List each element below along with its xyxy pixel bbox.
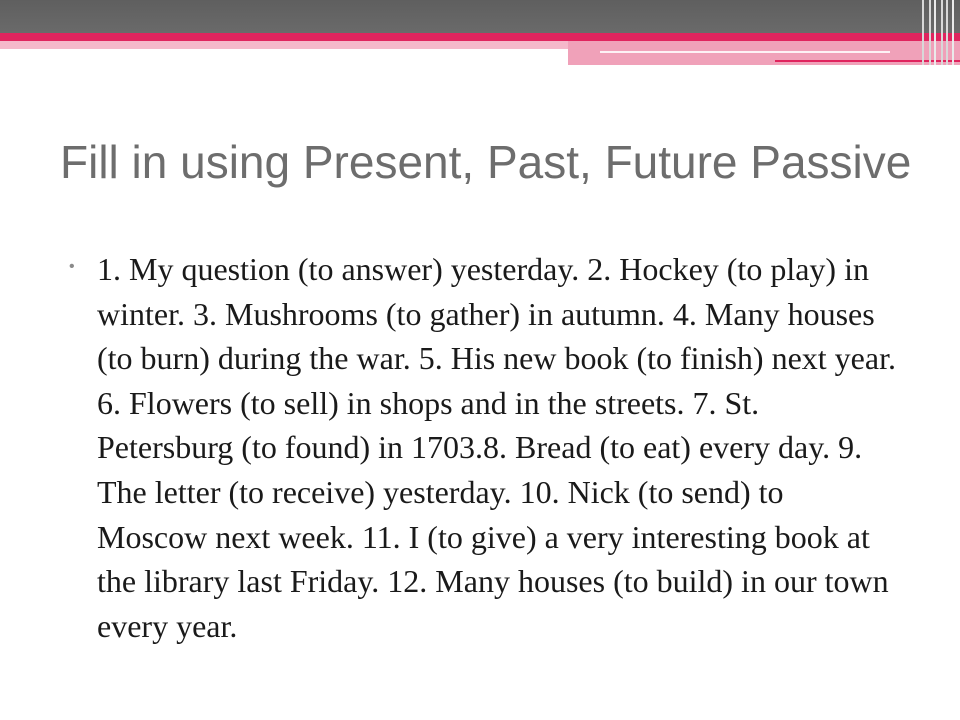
header-white-line (600, 51, 890, 53)
header-pink-band (0, 33, 960, 41)
bullet-dot-icon: • (69, 258, 75, 275)
stripe (946, 0, 948, 65)
stripe (922, 0, 924, 65)
stripe (934, 0, 936, 65)
header-gray-band (0, 0, 960, 33)
bullet-item (60, 247, 900, 648)
header-stripes (910, 0, 960, 65)
bullet-text: 1. My question (to answer) yesterday. 2. Hockey (to play) in winter. 3. Mushrooms (to gather) in autumn. 4. Many houses (to burn) during the war. 5. His new book (to finish) next year. 6. Flowers (to sell) in shops and in the streets. 7. St. Petersburg (to found) in 1703.8. Bread (to eat) every day. 9. The letter (to receive) yesterday. 10. Nick (to send) to Moscow next week. 11. I (to give) a very interesting book at the library last Friday. 12. Many houses (to build) in our town every year. (97, 251, 896, 644)
stripe (929, 0, 931, 65)
slide-title: Fill in using Present, Past, Future Passive (60, 136, 912, 188)
stripe (952, 0, 954, 65)
slide-body (60, 247, 900, 648)
stripe (941, 0, 943, 65)
